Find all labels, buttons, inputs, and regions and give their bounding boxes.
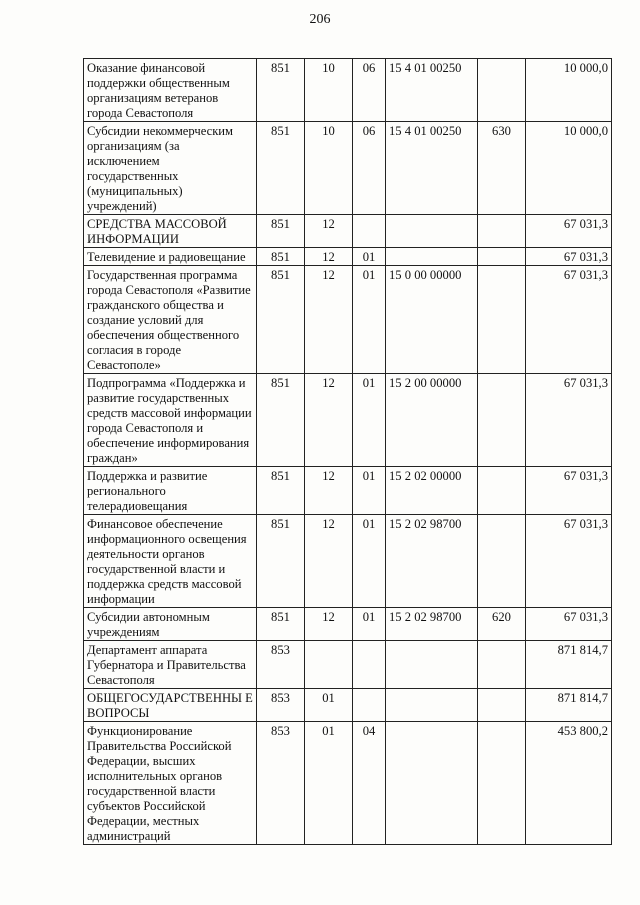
- amount-cell: 67 031,3: [526, 608, 612, 641]
- row-name-cell: Департамент аппарата Губернатора и Правительства Севастополя: [84, 641, 257, 689]
- expense-type-cell: [478, 467, 526, 515]
- ministry-code-cell: 851: [257, 467, 305, 515]
- amount-cell: 67 031,3: [526, 248, 612, 266]
- target-article-cell: 15 2 02 00000: [386, 467, 478, 515]
- target-article-cell: 15 4 01 00250: [386, 59, 478, 122]
- target-article-cell: [386, 641, 478, 689]
- section-code-cell: 12: [305, 467, 353, 515]
- row-name-cell: Подпрограмма «Поддержка и развитие государственных средств массовой информации города Севастополя и обеспечение информирования граждан»: [84, 374, 257, 467]
- target-article-cell: [386, 215, 478, 248]
- target-article-cell: 15 2 02 98700: [386, 515, 478, 608]
- expense-type-cell: [478, 248, 526, 266]
- section-code-cell: 12: [305, 266, 353, 374]
- ministry-code-cell: 851: [257, 59, 305, 122]
- expense-type-cell: [478, 515, 526, 608]
- row-name-cell: Субсидии некоммерческим организациям (за исключением государственных (муниципальных) учреждений): [84, 122, 257, 215]
- subsection-code-cell: 06: [353, 59, 386, 122]
- amount-cell: 871 814,7: [526, 689, 612, 722]
- amount-cell: 10 000,0: [526, 59, 612, 122]
- table-row: [84, 608, 612, 641]
- table-row: [84, 689, 612, 722]
- expense-type-cell: [478, 215, 526, 248]
- expense-type-cell: 620: [478, 608, 526, 641]
- row-name-cell: Функционирование Правительства Российской Федерации, высших исполнительных органов государственной власти субъектов Российской Федерации, местных администраций: [84, 722, 257, 845]
- amount-cell: 67 031,3: [526, 266, 612, 374]
- table-row: [84, 641, 612, 689]
- section-code-cell: 12: [305, 374, 353, 467]
- target-article-cell: 15 4 01 00250: [386, 122, 478, 215]
- target-article-cell: [386, 689, 478, 722]
- table-row: [84, 722, 612, 845]
- table-row: [84, 467, 612, 515]
- ministry-code-cell: 851: [257, 515, 305, 608]
- row-name-cell: Государственная программа города Севастополя «Развитие гражданского общества и создание условий для обеспечения общественного согласия в городе Севастополе»: [84, 266, 257, 374]
- ministry-code-cell: 851: [257, 374, 305, 467]
- table-row: [84, 515, 612, 608]
- section-code-cell: [305, 641, 353, 689]
- ministry-code-cell: 851: [257, 608, 305, 641]
- expense-type-cell: [478, 266, 526, 374]
- row-name-cell: Оказание финансовой поддержки общественным организациям ветеранов города Севастополя: [84, 59, 257, 122]
- amount-cell: 453 800,2: [526, 722, 612, 845]
- ministry-code-cell: 853: [257, 689, 305, 722]
- target-article-cell: 15 2 00 00000: [386, 374, 478, 467]
- ministry-code-cell: 851: [257, 266, 305, 374]
- amount-cell: 871 814,7: [526, 641, 612, 689]
- expense-type-cell: 630: [478, 122, 526, 215]
- row-name-cell: Поддержка и развитие регионального телерадиовещания: [84, 467, 257, 515]
- expense-type-cell: [478, 689, 526, 722]
- target-article-cell: [386, 248, 478, 266]
- expense-type-cell: [478, 374, 526, 467]
- subsection-code-cell: [353, 689, 386, 722]
- section-code-cell: 12: [305, 248, 353, 266]
- subsection-code-cell: 06: [353, 122, 386, 215]
- table-row: [84, 266, 612, 374]
- ministry-code-cell: 851: [257, 122, 305, 215]
- subsection-code-cell: 01: [353, 467, 386, 515]
- row-name-cell: ОБЩЕГОСУДАРСТВЕННЫ Е ВОПРОСЫ: [84, 689, 257, 722]
- section-code-cell: 10: [305, 122, 353, 215]
- budget-table: [83, 58, 612, 845]
- amount-cell: 67 031,3: [526, 215, 612, 248]
- subsection-code-cell: 01: [353, 248, 386, 266]
- section-code-cell: 12: [305, 215, 353, 248]
- amount-cell: 67 031,3: [526, 467, 612, 515]
- expense-type-cell: [478, 641, 526, 689]
- subsection-code-cell: 01: [353, 515, 386, 608]
- expense-type-cell: [478, 59, 526, 122]
- section-code-cell: 01: [305, 722, 353, 845]
- subsection-code-cell: 01: [353, 374, 386, 467]
- row-name-cell: Финансовое обеспечение информационного освещения деятельности органов государственной власти и поддержка средств массовой информации: [84, 515, 257, 608]
- subsection-code-cell: 04: [353, 722, 386, 845]
- expense-type-cell: [478, 722, 526, 845]
- ministry-code-cell: 853: [257, 722, 305, 845]
- amount-cell: 67 031,3: [526, 515, 612, 608]
- section-code-cell: 01: [305, 689, 353, 722]
- row-name-cell: Телевидение и радиовещание: [84, 248, 257, 266]
- ministry-code-cell: 853: [257, 641, 305, 689]
- subsection-code-cell: 01: [353, 608, 386, 641]
- subsection-code-cell: [353, 215, 386, 248]
- subsection-code-cell: 01: [353, 266, 386, 374]
- table-row: [84, 215, 612, 248]
- amount-cell: 67 031,3: [526, 374, 612, 467]
- row-name-cell: СРЕДСТВА МАССОВОЙ ИНФОРМАЦИИ: [84, 215, 257, 248]
- table-row: [84, 248, 612, 266]
- table-row: [84, 122, 612, 215]
- table-row: [84, 374, 612, 467]
- section-code-cell: 12: [305, 515, 353, 608]
- page-number: 206: [309, 12, 331, 27]
- row-name-cell: Субсидии автономным учреждениям: [84, 608, 257, 641]
- ministry-code-cell: 851: [257, 215, 305, 248]
- target-article-cell: 15 0 00 00000: [386, 266, 478, 374]
- subsection-code-cell: [353, 641, 386, 689]
- table-row: [84, 59, 612, 122]
- ministry-code-cell: 851: [257, 248, 305, 266]
- target-article-cell: 15 2 02 98700: [386, 608, 478, 641]
- section-code-cell: 10: [305, 59, 353, 122]
- section-code-cell: 12: [305, 608, 353, 641]
- target-article-cell: [386, 722, 478, 845]
- amount-cell: 10 000,0: [526, 122, 612, 215]
